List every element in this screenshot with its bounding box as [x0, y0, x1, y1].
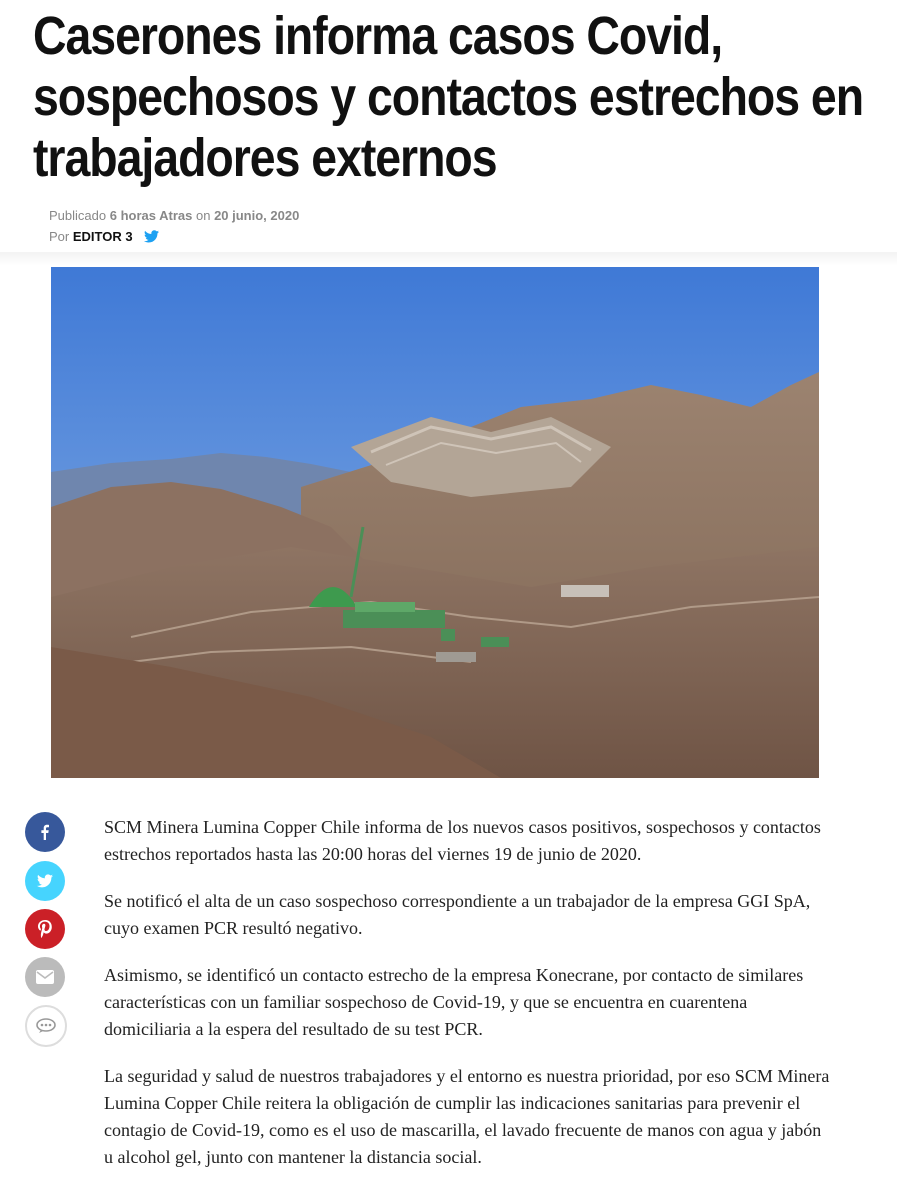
publish-info: [49, 208, 299, 223]
article-paragraph: Asimismo, se identificó un contacto estrecho de la empresa Konecrane, por contacto de similares características con un familiar sospechoso de Covid-19, y que se encuentra en cuarentena domiciliaria a la espera del resultado de su test PCR.: [104, 965, 804, 1039]
title-line: trabajadores externos: [33, 128, 497, 188]
article-paragraph: Se notificó el alta de un caso sospechoso correspondiente a un trabajador de la empresa GGI SpA, cuyo examen PCR resultó negativo.: [104, 891, 811, 938]
facebook-icon: [37, 824, 53, 840]
twitter-icon: [37, 874, 53, 888]
on-label: on: [195, 208, 211, 223]
article-paragraph: La seguridad y salud de nuestros trabajadores y el entorno es nuestra prioridad, por eso SCM Minera Lumina Copper Chile reitera la obligación de cumplir las indicaciones sanitarias para prevenir el contagio de Covid-19, como es el uso de mascarilla, el lavado frecuente de manos con agua y jabón u alcohol gel, junto con mantener la distancia social.: [104, 1066, 830, 1167]
author-link[interactable]: EDITOR 3: [72, 229, 133, 244]
title-line: sospechosos y contactos estrechos en: [33, 67, 864, 127]
publish-date: 20 junio, 2020: [214, 208, 300, 223]
article-paragraph: SCM Minera Lumina Copper Chile informa de los nuevos casos positivos, sospechosos y contactos estrechos reportados hasta las 20:00 horas del viernes 19 de junio de 2020.: [104, 817, 821, 864]
relative-time: 6 horas Atras: [109, 208, 193, 223]
author-twitter-icon[interactable]: [144, 230, 159, 246]
email-icon: [36, 970, 54, 984]
pinterest-icon: [38, 920, 52, 938]
share-pinterest-button[interactable]: [25, 909, 65, 949]
article-body: [104, 814, 834, 1191]
published-label: Publicado: [49, 208, 107, 223]
title-line: Caserones informa casos Covid,: [33, 6, 723, 66]
share-facebook-button[interactable]: [25, 812, 65, 852]
share-email-button[interactable]: [25, 957, 65, 997]
comments-button[interactable]: [25, 1005, 67, 1047]
comment-icon: [36, 1018, 56, 1034]
article-hero-image[interactable]: [51, 267, 819, 778]
article-title: [33, 6, 864, 189]
header-divider: [0, 252, 897, 266]
share-twitter-button[interactable]: [25, 861, 65, 901]
by-label: Por: [49, 229, 70, 244]
byline: [49, 229, 159, 246]
